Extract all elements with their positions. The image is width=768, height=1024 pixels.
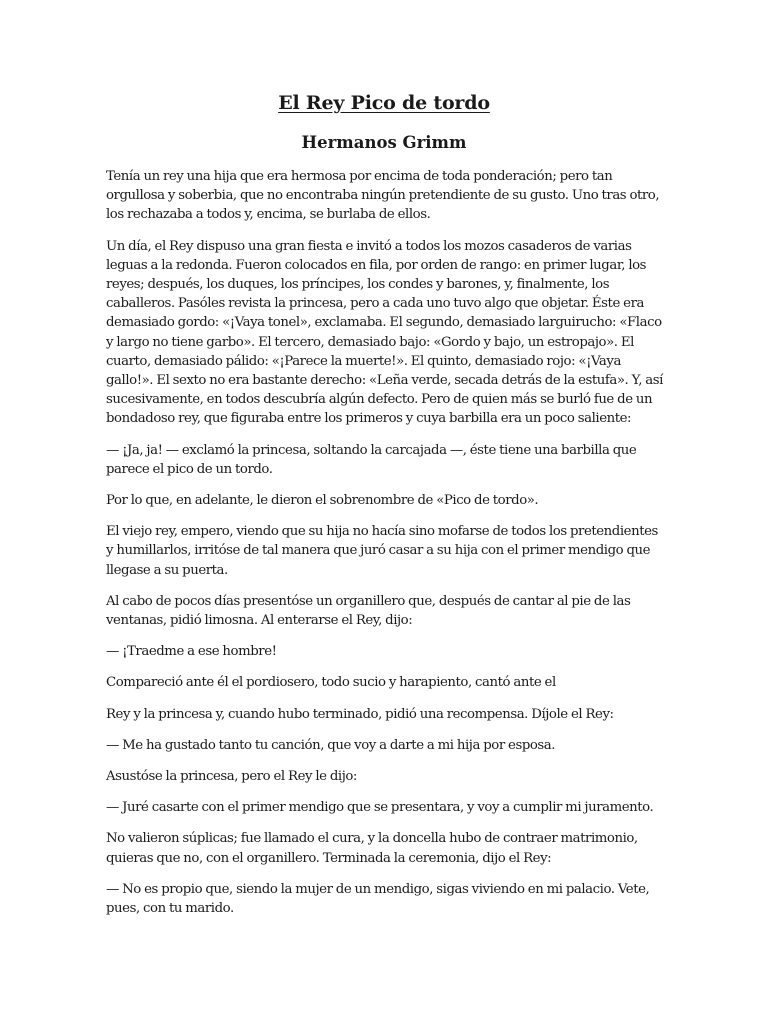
paragraph: No valieron súplicas; fue llamado el cura, y la doncella hubo de contraer matrimonio, quieras que no, con el organillero. Terminada la ceremonia, dijo el Rey: (106, 831, 638, 866)
document-body (106, 167, 664, 930)
paragraph: Compareció ante él el pordiosero, todo sucio y harapiento, cantó ante el (106, 675, 556, 691)
paragraph: — ¡Ja, ja! — exclamó la princesa, soltando la carcajada —, éste tiene una barbilla que parece el pico de un tordo. (106, 442, 637, 477)
paragraph: — Me ha gustado tanto tu canción, que voy a darte a mi hija por esposa. (106, 737, 556, 753)
paragraph: Por lo que, en adelante, le dieron el sobrenombre de «Pico de tordo». (106, 493, 539, 509)
document-author: Hermanos Grimm (301, 133, 467, 152)
paragraph: Al cabo de pocos días presentóse un organillero que, después de cantar al pie de las ventanas, pidió limosna. Al enterarse el Rey, dijo: (106, 593, 631, 629)
paragraph: — ¡Traedme a ese hombre! (106, 644, 277, 660)
paragraph: Tenía un rey una hija que era hermosa por encima de toda ponderación; pero tan orgullosa y soberbia, que no encontraba ningún pretendiente de su gusto. Uno tras otro, los rechazaba a todos y, encima, se burlaba de ellos. (106, 169, 660, 223)
paragraph: Un día, el Rey dispuso una gran fiesta e invitó a todos los mozos casaderos de varias leguas a la redonda. Fueron colocados en fila, por orden de rango: en primer lugar, los reyes; después, los duques, los príncipes, los condes y barones, y, finalmente, los caballeros. Pasóles revista la princesa, pero a cada uno tuvo algo que objetar. Éste era demasiado gordo: «¡Vaya tonel», exclamaba. El segundo, demasiado larguirucho: «Flaco y largo no tiene garbo». El tercero, demasiado bajo: «Gordo y bajo, un estropajo». El cuarto, demasiado pálido: «¡Parece la muerte!». El quinto, demasiado rojo: «¡Vaya gallo!». El sexto no era bastante derecho: «Leña verde, secada detrás de la estufa». Y, así sucesivamente, en todos descubría algún defecto. Pero de quien más se burló fue de un bondadoso rey, que figuraba entre los primeros y cuya barbilla era un poco saliente: (106, 238, 663, 427)
paragraph: — Juré casarte con el primer mendigo que se presentara, y voy a cumplir mi juramento. (106, 800, 654, 816)
paragraph: — No es propio que, siendo la mujer de un mendigo, sigas viviendo en mi palacio. Vete, pues, con tu marido. (106, 881, 650, 917)
paragraph: Rey y la princesa y, cuando hubo terminado, pidió una recompensa. Díjole el Rey: (106, 706, 614, 722)
paragraph: El viejo rey, empero, viendo que su hija no hacía sino mofarse de todos los pretendientes y humillarlos, irritóse de tal manera que juró casar a su hija con el primer mendigo que llegase a su puerta. (106, 524, 658, 578)
paragraph: Asustóse la princesa, pero el Rey le dijo: (106, 769, 357, 785)
document-title: El Rey Pico de tordo (278, 92, 490, 114)
